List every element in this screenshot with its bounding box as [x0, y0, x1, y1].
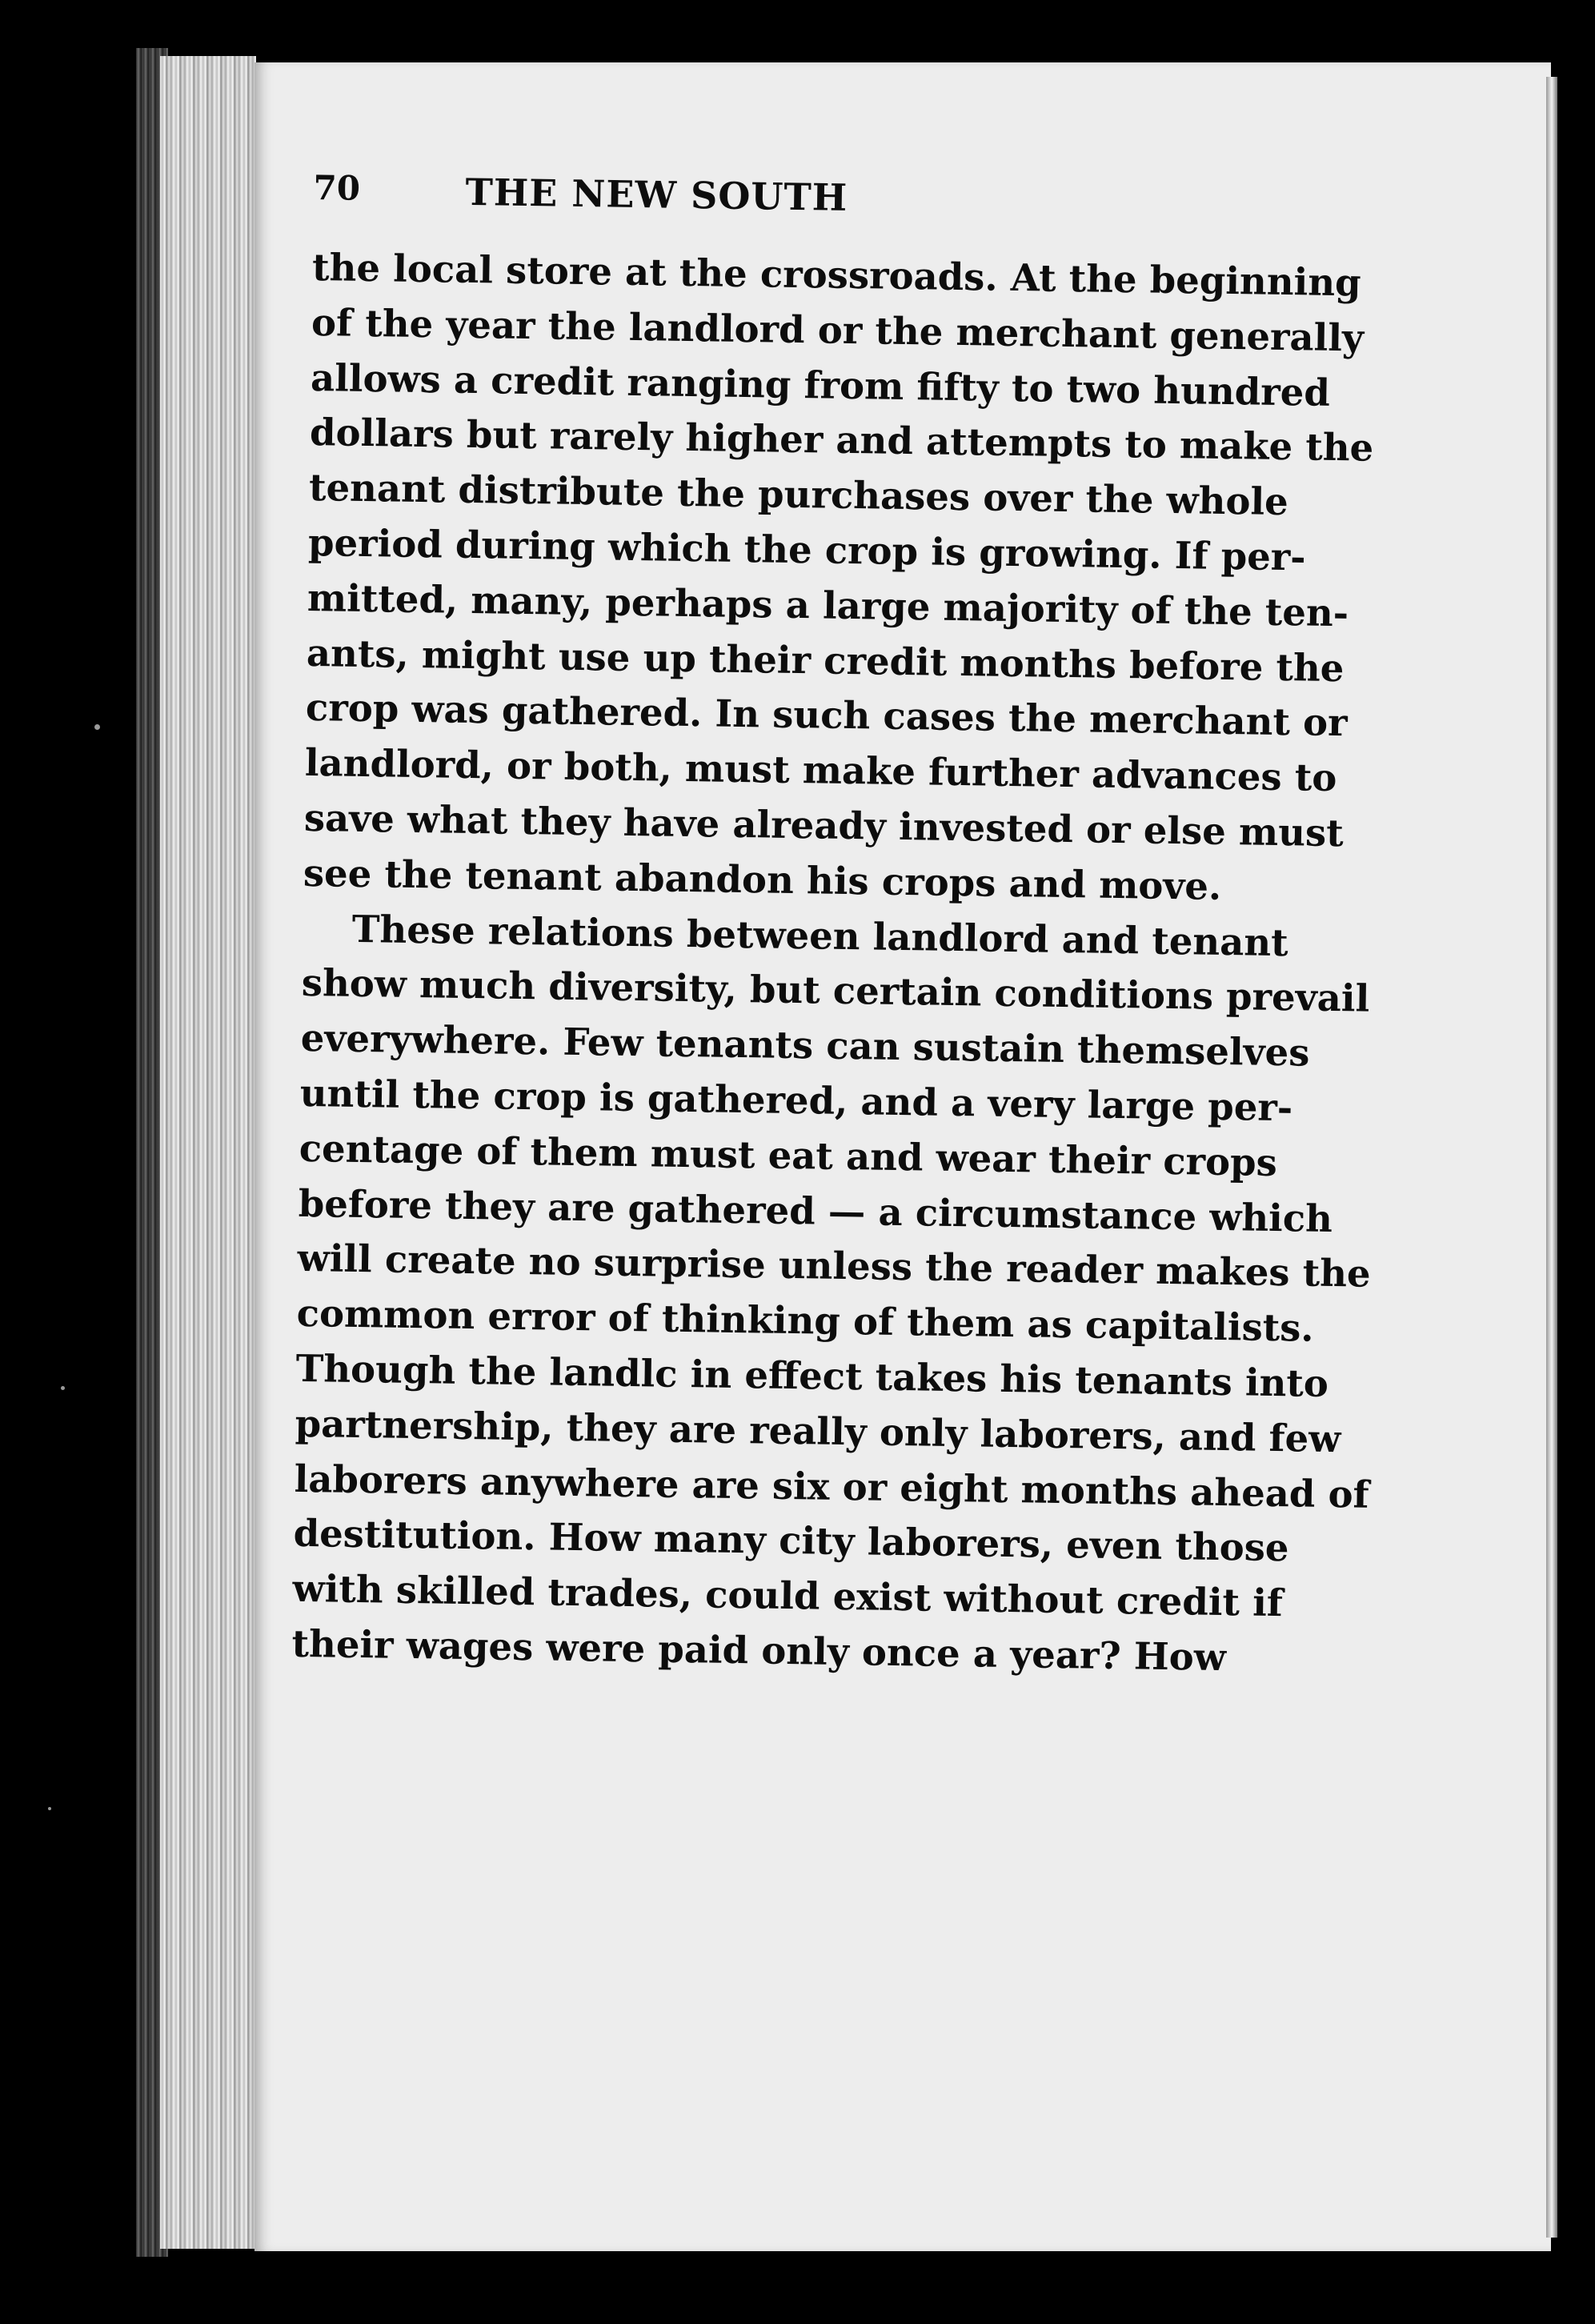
text-line: laborers anywhere are six or eight months ahead of	[294, 1456, 1370, 1517]
text-line: ants, might use up their credit months before the	[306, 630, 1345, 690]
text-line: partnership, they are really only laborers, and few	[295, 1400, 1341, 1461]
text-line: crop was gathered. In such cases the merchant or	[305, 685, 1349, 745]
text-line: common error of thinking of them as capitalists.	[296, 1290, 1314, 1350]
text-line: before they are gathered — a circumstance which	[298, 1180, 1333, 1240]
text-line: the local store at the crossroads. At the beginning	[311, 244, 1362, 305]
dust-speck	[94, 724, 100, 730]
text-line: mitted, many, perhaps a large majority of the ten-	[307, 575, 1349, 635]
running-title: THE NEW SOUTH	[465, 170, 848, 219]
text-line: will create no surprise unless the reader makes the	[297, 1236, 1372, 1296]
page-edges	[160, 56, 256, 2249]
paragraph	[303, 240, 1374, 913]
text-line: tenant distribute the purchases over the whole	[308, 465, 1289, 524]
running-head	[313, 168, 1178, 253]
text-line: save what they have already invested or else must	[303, 795, 1345, 855]
text-line: everywhere. Few tenants can sustain themselves	[300, 1016, 1310, 1075]
dust-speck	[61, 1386, 65, 1390]
text-line: Though the landlc in effect takes his tenants into	[295, 1345, 1329, 1405]
text-line: with skilled trades, could exist without credit if	[292, 1565, 1284, 1625]
text-line: show much diversity, but certain conditions prevail	[301, 960, 1370, 1021]
text-line: see the tenant abandon his crops and move.	[303, 850, 1222, 908]
text-line: of the year the landlord or the merchant generally	[311, 299, 1365, 360]
paragraph	[291, 900, 1372, 1684]
page-number: 70	[313, 168, 361, 208]
dust-speck	[48, 1807, 51, 1810]
text-line: their wages were paid only once a year? How	[291, 1621, 1227, 1680]
text-line: dollars but rarely higher and attempts to make the	[309, 410, 1374, 471]
text-line: These relations between landlord and tenant	[351, 906, 1289, 964]
text-line: centage of them must eat and wear their crops	[299, 1125, 1278, 1184]
text-line: period during which the crop is growing. If per-	[307, 519, 1307, 579]
page-text-block	[291, 168, 1374, 1685]
text-line: landlord, or both, must make further advances to	[304, 740, 1337, 800]
page-right-edge	[1546, 77, 1557, 2238]
text-line: until the crop is gathered, and a very large per-	[299, 1070, 1293, 1130]
text-line: destitution. How many city laborers, even those	[293, 1511, 1289, 1570]
text-line: allows a credit ranging from fifty to two hundred	[310, 355, 1331, 415]
